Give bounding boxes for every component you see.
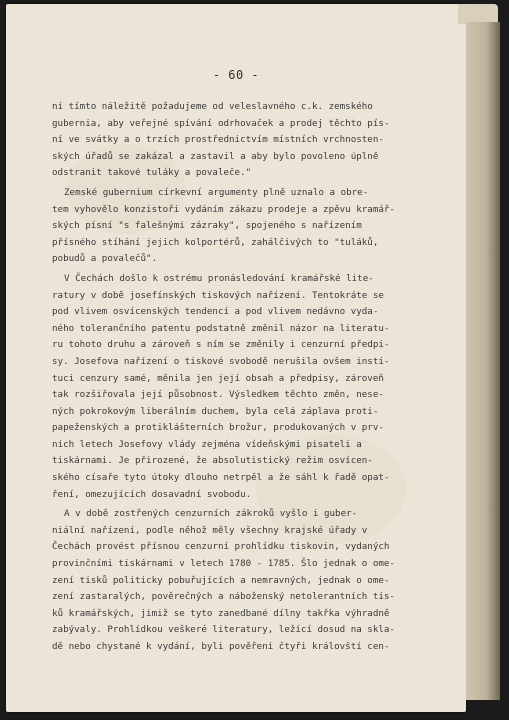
text-line: pobudů a povalečů". [52,253,158,265]
text-line: ských písní "s falešnými zázraky", spojeného s nařízením [52,220,362,232]
text-line: tak rozšiřovala její působnost. Výsledkem těchto změn, nese- [52,389,384,401]
text-line: sy. Josefova nařízení o tiskové svobodě nerušila ovšem insti- [52,355,390,367]
text-line: ného tolerančního patentu podstatně změnil názor na literatu- [52,322,390,334]
text-line: ků kramářských, jimiž se tyto zanedbané dílny takřka výhradně [52,607,390,619]
body-text [52,99,442,656]
text-line: gubernia, aby veřejné spívání odrhovaček a prodej těchto pís- [52,117,390,129]
text-line: dě nebo chystané k vydání, byli pověřeni čtyři královští cen- [52,641,390,652]
text-line: zabývaly. Prohlídkou veškeré literatury, ležící dosud na skla- [52,624,395,636]
text-line: papeženských a protiklášterních brožur, produkovaných v prv- [52,422,384,434]
text-line: V Čechách došlo k ostrému pronásledování kramářské lite- [64,272,374,284]
page-stack-top [458,4,498,24]
text-line: ní tímto náležitě požadujeme od veleslavného c.k. zemského [52,101,373,112]
page-stack-edge [466,22,500,700]
text-line: ní ve svátky a o trzích prostřednictvím místních vrchnosten- [52,134,384,146]
text-line: zení tisků politicky pobuřujících a nemravných, jednak o ome- [52,574,390,586]
text-line: tem vyhovělo konzistoři vydáním zákazu prodeje a zpěvu kramář- [52,203,395,215]
text-line: zení zastaralých, pověrečných a náboženský netolerantních tis- [52,591,395,603]
text-line: odstranit takové tuláky a povaleče." [52,167,252,179]
text-line: Zemské gubernium církevní argumenty plně uznalo a obre- [64,186,369,198]
text-line: ných pokrokovým liberálním duchem, byla celá záplava proti- [52,405,379,417]
text-line: ratury v době josefínských tiskových nařízení. Tentokráte se [52,289,384,301]
text-line: ského císaře tyto útoky dlouho netrpěl a že sáhl k řadě opat- [52,472,390,484]
text-line: ních letech Josefovy vlády zejména vídeňskými pisateli a [52,438,362,450]
text-line: pod vlivem osvícenských tendencí a pod vlivem nedávno vyda- [52,306,379,318]
text-line: tuci cenzury samé, měnila jen její obsah a předpisy, zároveň [52,372,384,384]
text-line: tiskárnami. Je přirozené, že absolutistický režim osvícen- [52,455,373,467]
text-line: A v době zostřených cenzurních zákroků vyšlo i guber- [64,508,358,520]
text-line: Čechách provést přísnou cenzurní prohlídku tiskovin, vydaných [52,541,390,553]
text-line: provinčními tiskárnami v letech 1780 - 1785. Šlo jednak o ome- [52,558,395,570]
text-line: ských úřadů se zakázal a zastavil a aby bylo povoleno úplně [52,150,379,162]
page-number: - 60 - [212,68,260,82]
text-line: přísného stíhání jejich kolportérů, zahálčivých to "tuláků, [52,236,379,248]
text-line: niální nařízení, podle něhož měly všechny krajské úřady v [52,524,368,536]
book-page [6,4,466,712]
text-line: ření, omezujících dosavadní svobodu. [52,488,252,500]
text-line: ru tohoto druhu a zároveň s ním se změnily i cenzurní předpi- [52,339,390,351]
